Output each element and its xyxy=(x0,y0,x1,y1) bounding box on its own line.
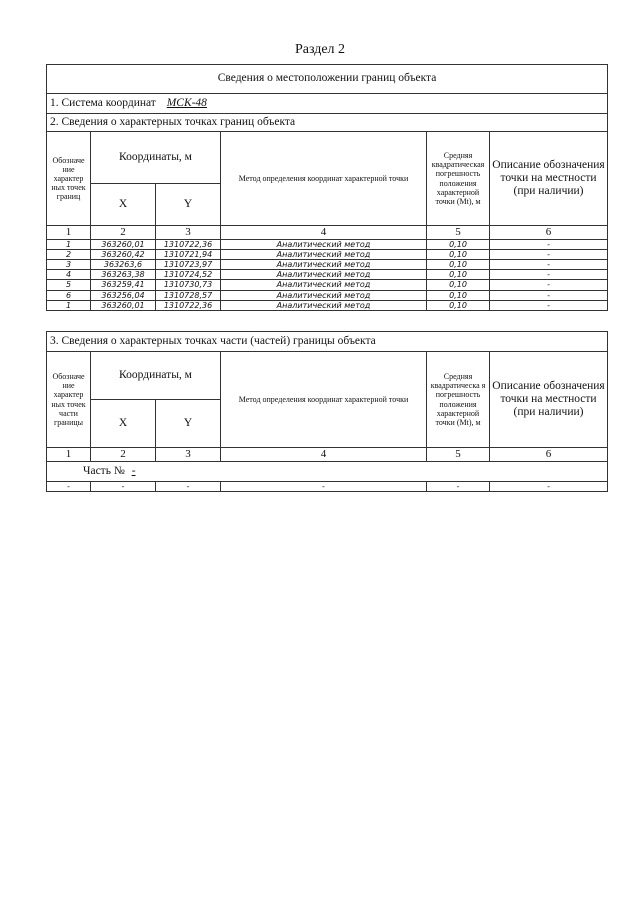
col-coords-header: Координаты, м xyxy=(91,132,221,184)
cell-x: 363260,01 xyxy=(91,239,156,249)
table-row xyxy=(47,260,608,270)
col-num: 1 xyxy=(47,448,91,462)
cell-x: 363256,04 xyxy=(91,290,156,300)
cell-error: 0,10 xyxy=(427,260,490,270)
cell-error: 0,10 xyxy=(427,300,490,310)
coord-system-value: МСК-48 xyxy=(166,96,207,109)
col-num: 4 xyxy=(221,226,427,240)
col-num: 3 xyxy=(156,226,221,240)
cell-method: Аналитический метод xyxy=(221,290,427,300)
col-num: 5 xyxy=(427,226,490,240)
cell-error: 0,10 xyxy=(427,249,490,259)
col-coords-header: Координаты, м xyxy=(91,352,221,400)
part-number-label: Часть № xyxy=(83,464,125,477)
cell-method: Аналитический метод xyxy=(221,249,427,259)
col-y-header: Y xyxy=(156,400,221,448)
col-x-header: X xyxy=(91,400,156,448)
cell-error: - xyxy=(427,481,490,491)
cell-number: 6 xyxy=(47,290,91,300)
table-row xyxy=(47,481,608,491)
cell-x: 363263,6 xyxy=(91,260,156,270)
cell-x: 363263,38 xyxy=(91,270,156,280)
cell-x: 363260,42 xyxy=(91,249,156,259)
cell-x: - xyxy=(91,481,156,491)
cell-desc: - xyxy=(490,300,608,310)
cell-desc: - xyxy=(490,260,608,270)
part3-heading: 3. Сведения о характерных точках части (частей) границы объекта xyxy=(47,332,608,352)
col-desc-header: Описание обозначения точки на местности (при наличии) xyxy=(490,352,608,448)
part-number-row xyxy=(47,461,608,481)
cell-method: Аналитический метод xyxy=(221,280,427,290)
cell-error: 0,10 xyxy=(427,280,490,290)
cell-desc: - xyxy=(490,280,608,290)
cell-method: Аналитический метод xyxy=(221,270,427,280)
col-designation-header: Обозначе ние характер ных точек части границы xyxy=(47,352,91,448)
cell-x: 363260,01 xyxy=(91,300,156,310)
part2-heading: 2. Сведения о характерных точках границ объекта xyxy=(47,114,608,132)
col-method-header: Метод определения координат характерной точки xyxy=(221,132,427,226)
cell-y: 1310730,73 xyxy=(156,280,221,290)
page-title: Раздел 2 xyxy=(294,42,346,57)
col-num: 1 xyxy=(47,226,91,240)
coord-system-row xyxy=(47,94,608,114)
part-points-table xyxy=(46,331,608,492)
cell-desc: - xyxy=(490,239,608,249)
cell-number: 4 xyxy=(47,270,91,280)
cell-desc: - xyxy=(490,249,608,259)
section-header: Сведения о местоположении границ объекта xyxy=(47,65,608,94)
cell-method: - xyxy=(221,481,427,491)
cell-y: 1310722,36 xyxy=(156,300,221,310)
cell-desc: - xyxy=(490,481,608,491)
table-row xyxy=(47,249,608,259)
col-num: 4 xyxy=(221,448,427,462)
cell-y: 1310728,57 xyxy=(156,290,221,300)
column-numbers-row xyxy=(47,226,608,240)
col-designation-header: Обозначе ние характер ных точек границ xyxy=(47,132,91,226)
table-row xyxy=(47,280,608,290)
col-num: 6 xyxy=(490,448,608,462)
col-y-header: Y xyxy=(156,184,221,226)
col-num: 2 xyxy=(91,448,156,462)
cell-number: - xyxy=(47,481,91,491)
col-num: 5 xyxy=(427,448,490,462)
col-num: 6 xyxy=(490,226,608,240)
cell-x: 363259,41 xyxy=(91,280,156,290)
cell-y: 1310721,94 xyxy=(156,249,221,259)
cell-method: Аналитический метод xyxy=(221,260,427,270)
table-row xyxy=(47,290,608,300)
col-error-header: Средняя квадратическа я погрешность положения характерной точки (Mt), м xyxy=(427,352,490,448)
cell-y: 1310722,36 xyxy=(156,239,221,249)
cell-number: 2 xyxy=(47,249,91,259)
cell-method: Аналитический метод xyxy=(221,239,427,249)
cell-y: - xyxy=(156,481,221,491)
col-method-header: Метод определения координат характерной точки xyxy=(221,352,427,448)
table-row xyxy=(47,239,608,249)
cell-error: 0,10 xyxy=(427,270,490,280)
cell-method: Аналитический метод xyxy=(221,300,427,310)
col-num: 3 xyxy=(156,448,221,462)
cell-y: 1310723,97 xyxy=(156,260,221,270)
cell-desc: - xyxy=(490,270,608,280)
cell-error: 0,10 xyxy=(427,239,490,249)
cell-desc: - xyxy=(490,290,608,300)
cell-number: 3 xyxy=(47,260,91,270)
cell-y: 1310724,52 xyxy=(156,270,221,280)
col-error-header: Средняя квадратическая погрешность положения характерной точки (Mt), м xyxy=(427,132,490,226)
cell-error: 0,10 xyxy=(427,290,490,300)
col-x-header: X xyxy=(91,184,156,226)
column-numbers-row xyxy=(47,448,608,462)
part-number-value: - xyxy=(131,464,136,477)
table-row xyxy=(47,300,608,310)
cell-number: 1 xyxy=(47,300,91,310)
boundary-points-table xyxy=(46,64,608,311)
boundary-points-rows xyxy=(47,239,608,310)
cell-number: 5 xyxy=(47,280,91,290)
col-desc-header: Описание обозначения точки на местности (при наличии) xyxy=(490,132,608,226)
col-num: 2 xyxy=(91,226,156,240)
cell-number: 1 xyxy=(47,239,91,249)
coord-system-label: 1. Система координат xyxy=(50,96,156,109)
table-row xyxy=(47,270,608,280)
